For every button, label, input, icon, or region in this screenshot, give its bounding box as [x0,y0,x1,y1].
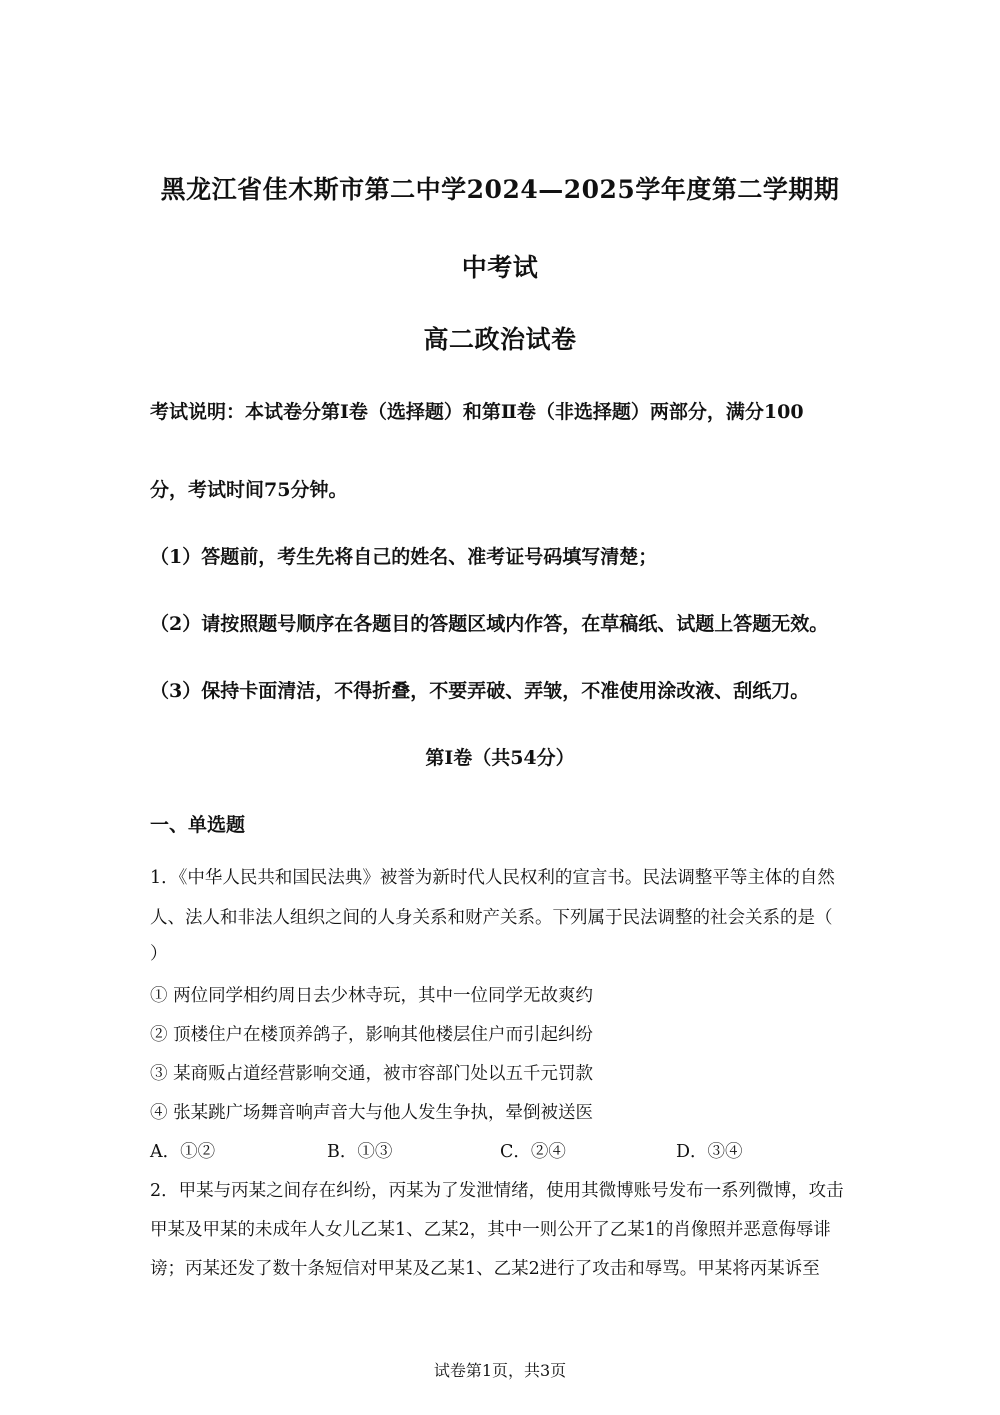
question-1-statement-4: ④ 张某跳广场舞音响声音大与他人发生争执，晕倒被送医 [150,1103,594,1123]
exam-subtitle: 高二政治试卷 [423,325,577,354]
instruction-item-2: （2）请按照题号顺序在各题目的答题区域内作答，在草稿纸、试题上答题无效。 [150,613,829,635]
question-1-line-3: ） [150,944,168,964]
question-1-option-d: D．③④ [676,1142,743,1162]
question-1-statement-2: ② 顶楼住户在楼顶养鸽子，影响其他楼层住户而引起纠纷 [150,1025,594,1045]
question-2-line-1: 2．甲某与丙某之间存在纠纷，丙某为了发泄情绪，使用其微博账号发布一系列微博，攻击 [150,1181,844,1201]
instructions-intro-line2: 分，考试时间75分钟。 [150,479,348,501]
instruction-item-1: （1）答题前，考生先将自己的姓名、准考证号码填写清楚； [150,546,658,568]
page-footer: 试卷第1页，共3页 [433,1361,567,1380]
question-1-statement-1: ① 两位同学相约周日去少林寺玩，其中一位同学无故爽约 [150,986,594,1006]
question-2-line-3: 谤；丙某还发了数十条短信对甲某及乙某1、乙某2进行了攻击和辱骂。甲某将丙某诉至 [150,1259,820,1279]
question-1-line-2: 人、法人和非法人组织之间的人身关系和财产关系。下列属于民法调整的社会关系的是（ [150,908,833,928]
question-1-statement-3: ③ 某商贩占道经营影响交通，被市容部门处以五千元罚款 [150,1064,594,1084]
instruction-item-3: （3）保持卡面清洁，不得折叠，不要弄破、弄皱，不准使用涂改液、刮纸刀。 [150,680,810,702]
part-title: 第Ⅰ卷（共54分） [425,747,575,769]
instructions-intro-line1: 考试说明：本试卷分第Ⅰ卷（选择题）和第Ⅱ卷（非选择题）两部分，满分100 [150,401,804,423]
question-1-option-a: A．①② [150,1142,216,1162]
question-1-option-b: B．①③ [327,1142,393,1162]
question-1-line-1: 1．《中华人民共和国民法典》被誉为新时代人民权利的宣言书。民法调整平等主体的自然 [150,868,835,888]
exam-title-line2: 中考试 [461,253,539,282]
question-2-line-2: 甲某及甲某的未成年人女儿乙某1、乙某2，其中一则公开了乙某1的肖像照并恶意侮辱诽 [150,1220,831,1240]
exam-title-line1: 黑龙江省佳木斯市第二中学2024—2025学年度第二学期期 [160,175,840,204]
question-1-option-c: C．②④ [500,1142,566,1162]
section-heading: 一、单选题 [150,814,246,836]
